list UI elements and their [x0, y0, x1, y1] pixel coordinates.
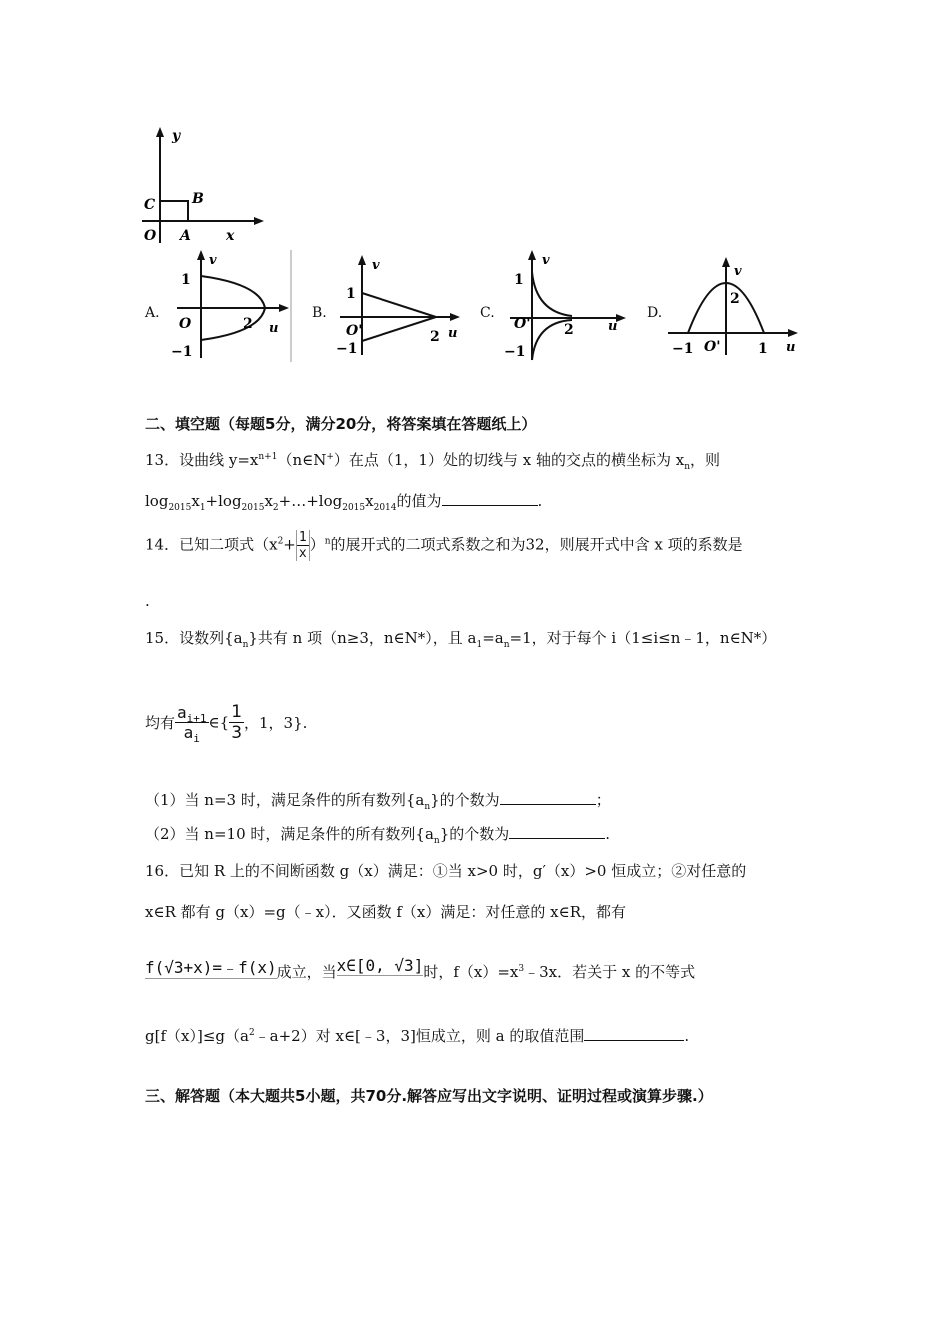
option-b-label: B.: [312, 305, 327, 321]
svg-text:1: 1: [758, 341, 768, 357]
svg-text:u: u: [269, 321, 279, 336]
point-a-label: A: [180, 228, 191, 244]
q15-part1-answer-blank[interactable]: [500, 790, 596, 805]
svg-text:2: 2: [564, 322, 574, 338]
option-a-label: A.: [145, 305, 160, 321]
q16-interval-formula: x∈[0, √3]: [336, 956, 424, 975]
q15-ratio-fraction: $\frac{a_{i+1}}{a_i}$: [177, 703, 207, 746]
svg-text:−1: −1: [171, 344, 193, 360]
q13-line1: 13．设曲线 $y=x^{n+1}(n\in N^+)$在点（1，1）处的切线与 x 轴的交点的横坐标为 $x_n$，则: [145, 451, 720, 472]
q15-part2: （2）当 n=10 时，满足条件的所有数列$\{a_n\}$的个数为 .: [145, 825, 611, 846]
q14-end: .: [145, 592, 150, 610]
option-c-graph: [502, 250, 632, 362]
svg-text:2: 2: [243, 316, 253, 332]
q15-line1: 15．设数列$\{a_n\}$共有 n 项（n≥3，n∈N*），且 $a_1=a_n=1$，对于每个 i（1≤i≤n﹣1，n∈N*）: [145, 629, 777, 650]
y-axis-label: y: [172, 128, 181, 144]
svg-text:2: 2: [430, 329, 440, 345]
svg-text:2: 2: [730, 291, 740, 307]
svg-text:v: v: [542, 253, 550, 268]
q13-line2: $\log_{2015}x_1+\log_{2015}x_2+\dots+\log_{2015}x_{2014}$的值为 .: [145, 492, 543, 513]
svg-text:−1: −1: [504, 344, 526, 360]
point-b-label: B: [192, 191, 204, 207]
q13-answer-blank[interactable]: [442, 491, 538, 506]
q15-line2: 均有 $\frac{a_{i+1}}{a_i}$ ∈{ $\frac{1}{3}$ ，1，3}.: [145, 702, 308, 746]
q16-answer-blank[interactable]: [584, 1026, 684, 1041]
origin-label: O: [144, 228, 157, 244]
svg-text:O': O': [346, 323, 363, 339]
svg-text:1: 1: [346, 286, 356, 302]
q15-part1: （1）当 n=3 时，满足条件的所有数列$\{a_n\}$的个数为 ；: [145, 791, 611, 812]
q15-third-fraction: $\frac{1}{3}$: [231, 702, 243, 743]
option-b-graph: [332, 255, 467, 360]
svg-text:v: v: [734, 264, 742, 279]
option-d-graph: [668, 255, 808, 360]
point-c-label: C: [144, 197, 156, 213]
top-axes-figure: [140, 125, 270, 250]
svg-text:−1: −1: [336, 341, 358, 357]
x-axis-label: x: [226, 228, 235, 244]
q16-periodic-formula: f(√3+x)=﹣f(x): [145, 955, 277, 979]
option-a-graph: [165, 250, 293, 362]
q16-line3: f(√3+x)=﹣f(x)成立，当x∈[0, √3]时，$f(x)=x^3﹣3x$．若关于 x 的不等式: [145, 956, 696, 981]
svg-text:1: 1: [514, 272, 524, 288]
q14-fraction: $\frac{1}{x}$: [296, 530, 310, 561]
q16-line1: 16．已知 R 上的不间断函数 g（x）满足：①当 x>0 时，g′（x）>0 恒成立；②对任意的: [145, 862, 747, 880]
svg-text:O': O': [514, 316, 531, 332]
svg-text:−1: −1: [672, 341, 694, 357]
section2-heading: 二、填空题（每题5分，满分20分，将答案填在答题纸上）: [145, 415, 537, 433]
q15-part2-answer-blank[interactable]: [509, 824, 605, 839]
svg-text:O: O: [179, 316, 192, 332]
option-c-label: C.: [480, 305, 495, 321]
option-d-label: D.: [647, 305, 663, 321]
section3-heading: 三、解答题（本大题共5小题，共70分.解答应写出文字说明、证明过程或演算步骤.）: [145, 1087, 713, 1105]
svg-text:u: u: [608, 319, 618, 334]
svg-text:O': O': [704, 339, 721, 355]
svg-text:v: v: [372, 258, 380, 273]
q16-line4: $g[f(x)]\le g(a^2﹣a+2)$对 x∈[﹣3，3]恒成立，则 a 的取值范围 .: [145, 1027, 690, 1045]
svg-text:1: 1: [181, 272, 191, 288]
svg-text:u: u: [448, 326, 458, 341]
q14-line: 14．已知二项式（$x^2+$ $\frac{1}{x}$ ）$^n$的展开式的二项式系数之和为32，则展开式中含 x 项的系数是: [145, 530, 743, 561]
q16-line2: x∈R 都有 g（x）=g（﹣x）．又函数 f（x）满足：对任意的 x∈R，都有: [145, 903, 626, 921]
svg-text:u: u: [786, 340, 796, 355]
svg-text:v: v: [209, 253, 217, 268]
